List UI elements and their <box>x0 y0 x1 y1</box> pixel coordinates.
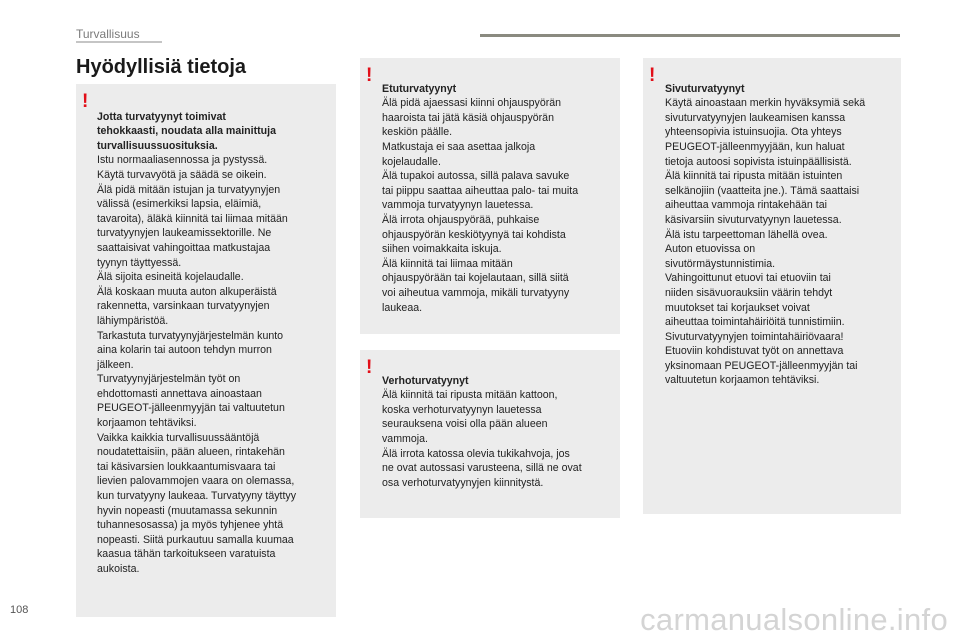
info-box-curtain-airbags-text <box>382 359 618 505</box>
warning-icon: ! <box>649 65 656 86</box>
warning-icon: ! <box>366 357 373 378</box>
info-box-general-heading: Jotta turvatyynyt toimivat tehokkaasti, noudata alla mainittuja turvallisuussuosituksia. <box>97 110 276 152</box>
info-box-front-airbags-heading: Etuturvatyynyt <box>382 82 457 95</box>
info-box-curtain-airbags-body: Älä kiinnitä tai ripusta mitään kattoon, koska verhoturvatyynyn lauetessa seurauksena voisi olla pään alueen vammoja. Älä irrota katossa olevia tukikahvoja, jos ne ovat autossasi varusteena, sillä ne ovat osa verhoturvatyynyjen kiinnitystä. <box>382 389 582 489</box>
page-title: Hyödyllisiä tietoja <box>76 56 247 78</box>
info-box-side-airbags-body: Käytä ainoastaan merkin hyväksymiä sekä sivuturvatyynyjen laukeamisen kanssa yhteensopivia istuinsuojia. Ota yhteys PEUGEOT-jälleenmyyjään, kun haluat tietoja autoosi sopivista istuinpäällisistä. Älä kiinnitä tai ripusta mitään istuinten selkänojiin (vaatteita jne.). Tämä saattaisi aiheuttaa vammoja rintakehään tai käsivarsiin sivuturvatyynyn lauetessa. Älä istu tarpeettoman lähellä ovea. Auton etuovissa on sivutörmäystunnistimia. Vahingoittunut etuovi tai etuoviin tai niiden sisävuorauksiin väärin tehdyt muutokset tai korjaukset voivat aiheuttaa toimintahäiriöitä tunnistimiin. Sivuturvatyynyjen toimintahäiriövaara! Etuoviin kohdistuvat työt on annettava yksinomaan PEUGEOT-jälleenmyyjän tai valtuutetun korjaamon tehtäviksi. <box>665 97 866 387</box>
header-divider-left <box>76 41 162 43</box>
info-box-side-airbags-heading: Sivuturvatyynyt <box>665 82 745 95</box>
header-divider-right <box>480 34 900 37</box>
info-box-side-airbags-text <box>665 67 901 403</box>
warning-icon: ! <box>82 91 89 112</box>
warning-icon: ! <box>366 65 373 86</box>
info-box-front-airbags-body: Älä pidä ajaessasi kiinni ohjauspyörän haaroista tai jätä käsiä ohjauspyörän keskiön päälle. Matkustaja ei saa asettaa jalkoja kojelaudalle. Älä tupakoi autossa, sillä palava savuke tai piippu saattaa aiheuttaa palo- tai muita vammoja turvatyynyn lauetessa. Älä irrota ohjauspyörää, puhkaise ohjauspyörän keskiötyynyä tai kohdista siihen voimakkaita iskuja. Älä kiinnitä tai liimaa mitään ohjauspyörään tai kojelautaan, sillä siitä voi aiheutua vammoja, mikäli turvatyyny laukeaa. <box>382 97 579 314</box>
section-header: Turvallisuus <box>76 27 140 41</box>
info-box-front-airbags-text <box>382 67 618 330</box>
watermark: carmanualsonline.info <box>640 602 948 637</box>
page-number: 108 <box>10 604 29 616</box>
info-box-general-body: Istu normaaliasennossa ja pystyssä. Käytä turvavyötä ja säädä se oikein. Älä pidä mitään istujan ja turvatyynyjen välissä (esimerkiksi lapsia, eläimiä, tavaroita), äläkä kiinnitä tai liimaa mitään turvatyynyjen laukeamissektorille. Ne saattaisivat vahingoittaa matkustajaa tyynyn täyttyessä. Älä sijoita esineitä kojelaudalle. Älä koskaan muuta auton alkuperäistä rakennetta, varsinkaan turvatyynyjen lähiympäristöä. Tarkastuta turvatyynyjärjestelmän kunto aina kolarin tai autoon tehdyn murron jälkeen. Turvatyynyjärjestelmän työt on ehdottomasti annettava ainoastaan PEUGEOT-jälleenmyyjän tai valtuutetun korjaamon tehtäviksi. Vaikka kaikkia turvallisuussääntöjä noudatettaisiin, pään alueen, rintakehän tai käsivarsien loukkaantumisvaara tai lievien palovammojen vaara on olemassa, kun turvatyyny laukeaa. Turvatyyny täyttyy hyvin nopeasti (muutamassa sekunnin tuhannesosassa) ja myös tyhjenee yhtä nopeasti. Siitä purkautuu samalla kuumaa kaasua tähän tarkoitukseen varatuista aukoista. <box>97 154 297 575</box>
info-box-general-text <box>97 95 333 591</box>
info-box-curtain-airbags-heading: Verhoturvatyynyt <box>382 374 469 387</box>
